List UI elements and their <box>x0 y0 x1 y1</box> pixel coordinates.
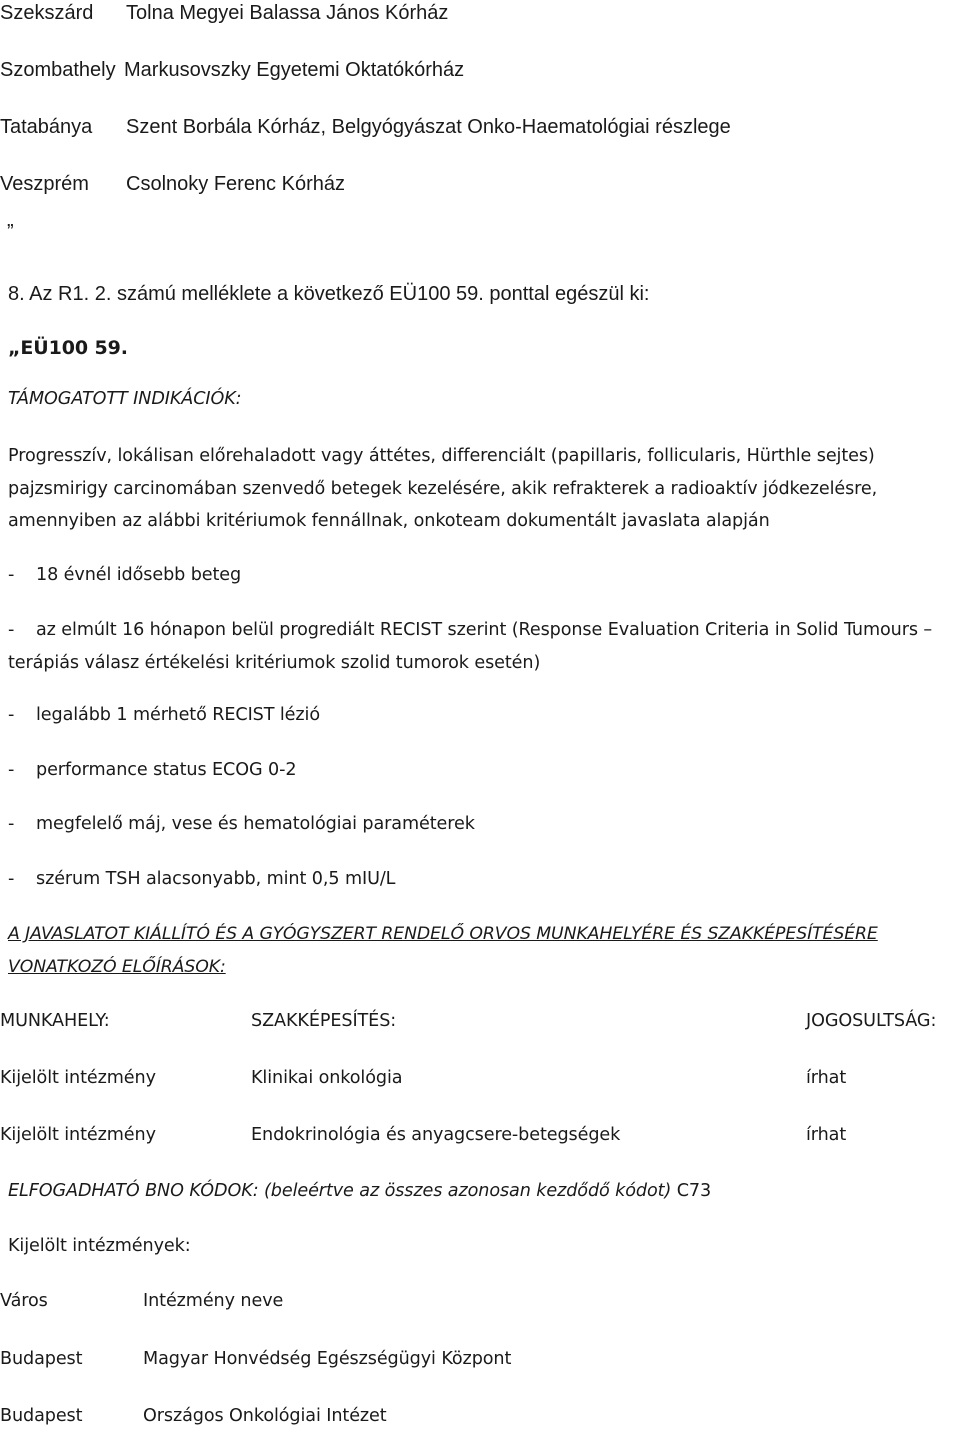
table-cell: Budapest <box>0 1406 83 1426</box>
list-dash: - <box>8 705 15 725</box>
criteria-item: - 18 évnél idősebb beteg <box>8 565 242 585</box>
table-cell: írhat <box>806 1068 847 1088</box>
hospital-city: Veszprém <box>0 173 89 195</box>
table-cell: Kijelölt intézmény <box>0 1125 156 1145</box>
table-cell: Országos Onkológiai Intézet <box>143 1406 387 1426</box>
hospital-city: Tatabánya <box>0 116 93 138</box>
bno-label: ELFOGADHATÓ BNO KÓDOK: (beleértve az összes azonosan kezdődő kódot) <box>8 1181 672 1201</box>
hospital-name: Markusovszky Egyetemi Oktatókórház <box>124 59 465 81</box>
hospital-city: Szombathely <box>0 59 116 81</box>
criteria-item: - megfelelő máj, vese és hematológiai paraméterek <box>8 814 475 834</box>
criteria-item: - legalább 1 mérhető RECIST lézió <box>8 705 320 725</box>
indications-paragraph: Progresszív, lokálisan előrehaladott vagy áttétes, differenciált (papillaris, follicularis, Hürthle sejtes) pajzsmirigy carcinomában szenvedő betegek kezelésére, akik refrakterek a radioaktív jódkezelésre, amennyiben az alábbi kritériumok fennállnak, onkoteam dokumentált javaslata alapján <box>8 446 878 531</box>
closing-quote: ” <box>7 221 14 243</box>
criteria-item: - performance status ECOG 0-2 <box>8 760 297 780</box>
list-dash: - <box>8 620 15 640</box>
hospital-name: Csolnoky Ferenc Kórház <box>126 173 345 195</box>
table-cell: Kijelölt intézmény <box>0 1068 156 1088</box>
table-cell: Budapest <box>0 1349 83 1369</box>
table-cell: Endokrinológia és anyagcsere-betegségek <box>251 1125 621 1145</box>
table-header: Intézmény neve <box>143 1291 284 1311</box>
list-dash: - <box>8 814 15 834</box>
list-dash: - <box>8 869 15 889</box>
amendment-line: 8. Az R1. 2. számú melléklete a következő EÜ100 59. ponttal egészül ki: <box>8 283 650 305</box>
list-dash: - <box>8 760 15 780</box>
point-title: „EÜ100 59. <box>8 337 128 359</box>
table-header: Város <box>0 1291 48 1311</box>
table-header: JOGOSULTSÁG: <box>806 1011 937 1031</box>
bno-line <box>8 1183 711 1201</box>
hospital-name: Szent Borbála Kórház, Belgyógyászat Onko-Haematológiai részlege <box>126 116 731 138</box>
indications-heading: TÁMOGATOTT INDIKÁCIÓK: <box>8 389 242 409</box>
hospital-name: Tolna Megyei Balassa János Kórház <box>126 2 449 24</box>
table-header: MUNKAHELY: <box>0 1011 110 1031</box>
criteria-item: - szérum TSH alacsonyabb, mint 0,5 mIU/L <box>8 869 396 889</box>
criteria-item: - az elmúlt 16 hónapon belül progrediált RECIST szerint (Response Evaluation Criteria in Solid Tumours – terápiás válasz értékelési kritériumok szolid tumorok esetén) <box>8 614 958 679</box>
requirements-heading: A JAVASLATOT KIÁLLÍTÓ ÉS A GYÓGYSZERT RENDELŐ ORVOS MUNKAHELYÉRE ÉS SZAKKÉPESÍTÉSÉRE VONATKOZÓ ELŐÍRÁSOK: <box>8 924 878 977</box>
table-cell: Klinikai onkológia <box>251 1068 403 1088</box>
designated-heading: Kijelölt intézmények: <box>8 1236 191 1256</box>
table-header: SZAKKÉPESÍTÉS: <box>251 1011 397 1031</box>
bno-code: C73 <box>676 1181 712 1201</box>
table-cell: Magyar Honvédség Egészségügyi Központ <box>143 1349 512 1369</box>
table-cell: írhat <box>806 1125 847 1145</box>
list-dash: - <box>8 565 15 585</box>
hospital-city: Szekszárd <box>0 2 94 24</box>
